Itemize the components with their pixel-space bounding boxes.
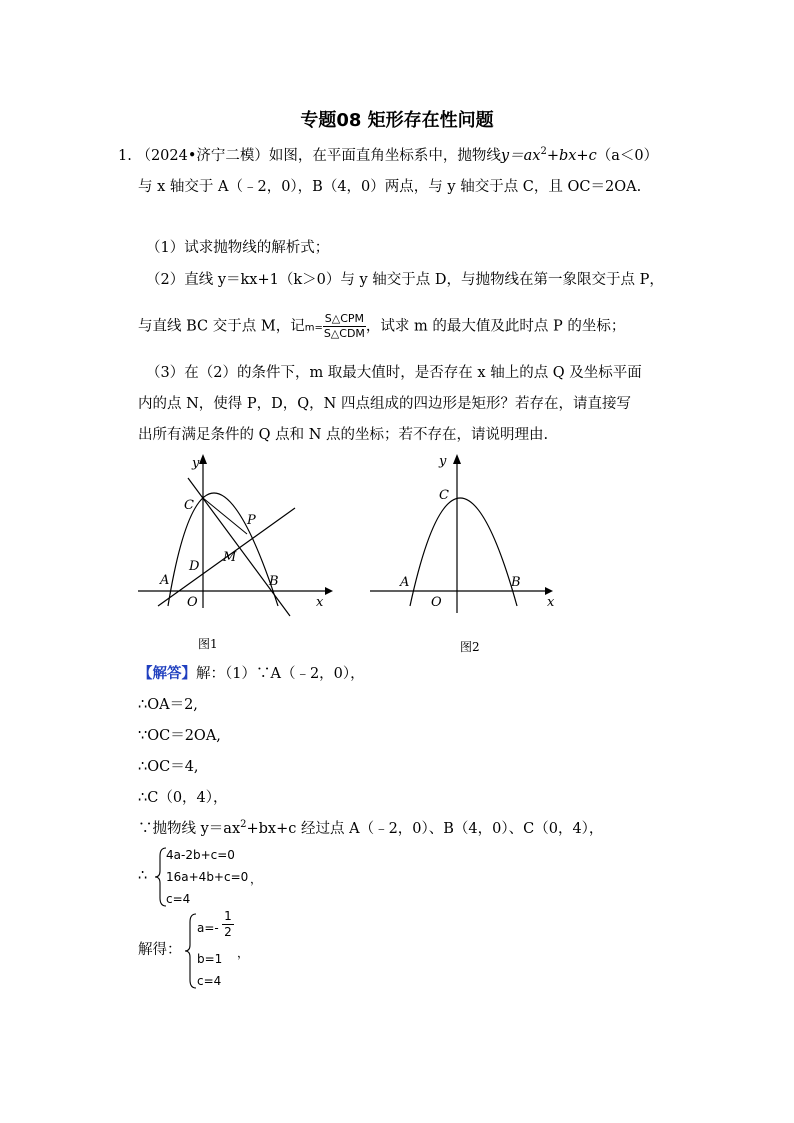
exponent: 2 [240,819,247,831]
fraction-denominator: 2 [224,925,232,939]
x-axis-arrow [325,587,333,595]
x-axis-arrow [545,587,553,595]
question-3-line-1: （3）在（2）的条件下，m 取最大值时，是否存在 x 轴上的点 Q 及坐标平面 [146,365,642,381]
a-value-prefix: a=- [197,921,219,935]
answer-line-2: ∴OA＝2, [138,697,198,713]
figure-2-caption: 图2 [460,640,480,654]
answer-line-3: ∵OC＝2OA, [138,728,221,744]
label-a: A [400,575,410,590]
problem-number: 1. [118,148,132,164]
label-c: C [439,488,449,503]
label-o: O [187,595,198,610]
label-y: y [192,456,200,471]
equation: +bx+c [546,148,597,164]
answer-line-4: ∴OC＝4, [138,759,199,775]
figure-1-caption: 图1 [198,637,218,651]
answer-text: +bx+c 经过点 A（﹣2，0）、B（4，0）、C（0，4）， [246,821,604,837]
system2-eq-b: b=1 [197,952,223,966]
fraction [222,909,234,940]
system-eq-2: 16a+4b+c=0 [166,870,249,884]
system-eq-1: 4a-2b+c=0 [166,848,235,862]
question-3-line-2: 内的点 N，使得 P，D，Q，N 四点组成的四边形是矩形？若存在，请直接写 [138,396,631,412]
condition: （a＜0） [596,148,659,164]
page-title: 专题08 矩形存在性问题 [300,110,494,131]
question-1: （1）试求抛物线的解析式； [146,240,330,256]
figure-2 [365,448,565,658]
question-2-line-2 [138,312,625,341]
therefore-symbol: ∴ [138,868,148,884]
problem-source: （2024•济宁二模） [136,148,269,164]
problem-line-1 [118,146,658,166]
y-axis-arrow [199,454,207,464]
label-c: C [184,498,194,513]
label-a: A [160,573,170,588]
fraction [323,312,366,341]
fraction-denominator: S△CDM [323,327,365,340]
equation: y＝ax [500,148,541,164]
question-2-line-1: （2）直线 y＝kx+1（k＞0）与 y 轴交于点 D，与抛物线在第一象限交于点 P， [146,272,664,288]
label-b: B [511,575,521,590]
answer-line-5: ∴C（0，4）， [138,790,228,806]
answer-line-1 [138,664,365,684]
system2-eq-a [197,921,219,935]
solve-label: 解得： [138,942,182,958]
fraction-numerator: S△CPM [324,312,364,325]
answer-tag: 【解答】 [138,665,196,682]
label-d: D [189,559,200,574]
label-m: M [223,550,237,565]
label-y: y [439,454,447,469]
question-3-line-3: 出所有满足条件的 Q 点和 N 点的坐标；若不存在，请说明理由. [138,427,549,443]
comma: ， [250,872,263,886]
answer-line-6 [138,819,603,839]
label-x: x [316,595,324,610]
question-text: ，试求 m 的最大值及此时点 P 的坐标； [365,318,626,335]
problem-text: 如图，在平面直角坐标系中，抛物线 [268,148,501,164]
question-text: 与直线 BC 交于点 M，记 [138,318,305,335]
figure-1 [130,448,340,658]
m-symbol: m= [304,322,323,334]
label-o: O [431,595,442,610]
left-brace [184,912,198,990]
answer-text: ∵抛物线 y＝ax [138,821,241,837]
exponent: 2 [540,146,547,158]
y-axis-arrow [453,454,461,464]
system2-eq-c: c=4 [197,974,222,988]
system-eq-3: c=4 [166,892,191,906]
parabola [410,498,517,606]
answer-text: 解：（1）∵A（﹣2，0）， [196,666,365,682]
label-b: B [269,574,279,589]
problem-line-2: 与 x 轴交于 A（﹣2，0），B（4，0）两点，与 y 轴交于点 C，且 OC＝2OA. [138,179,642,195]
label-x: x [547,595,555,610]
comma: ， [237,946,250,960]
fraction-numerator: 1 [222,909,234,925]
label-p: P [247,513,256,528]
